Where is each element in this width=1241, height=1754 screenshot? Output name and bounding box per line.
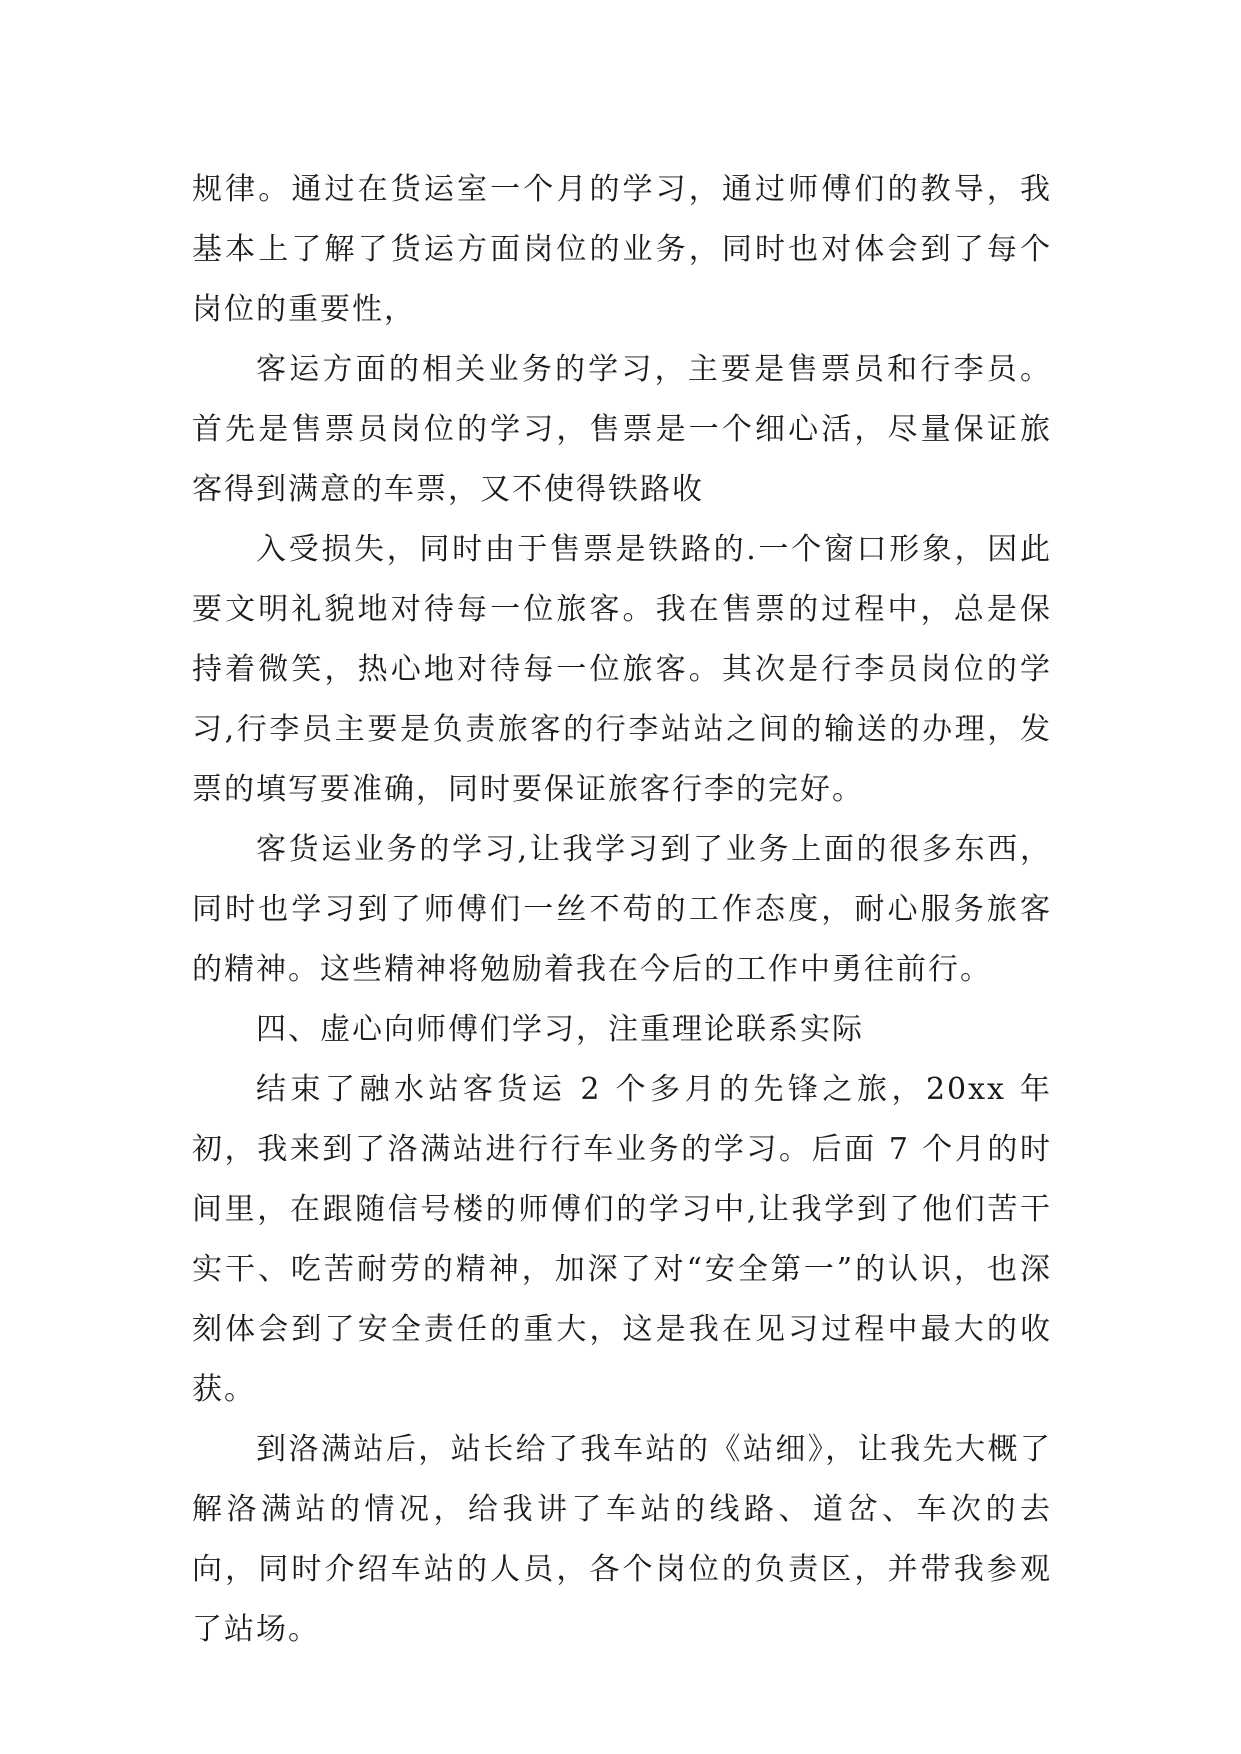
section-heading: 四、虚心向师傅们学习，注重理论联系实际 [256,1012,864,1047]
paragraph-1: 规律。通过在货运室一个月的学习，通过师傅们的教导，我基本上了解了货运方面岗位的业务，同时也对体会到了每个岗位的重要性， [192,172,1052,327]
paragraph-4: 客货运业务的学习,让我学习到了业务上面的很多东西，同时也学习到了师傅们一丝不苟的工作态度，耐心服务旅客的精神。这些精神将勉励着我在今后的工作中勇往前行。 [192,832,1052,987]
paragraph-2: 客运方面的相关业务的学习，主要是售票员和行李员。首先是售票员岗位的学习，售票是一个细心活，尽量保证旅客得到满意的车票，又不使得铁路收 [192,352,1052,507]
paragraph-6: 结束了融水站客货运 2 个多月的先锋之旅，20xx 年初，我来到了洛满站进行行车业务的学习。后面 7 个月的时间里，在跟随信号楼的师傅们的学习中,让我学到了他们苦干实干、吃苦耐劳的精神，加深了对“安全第一”的认识，也深刻体会到了安全责任的重大，这是我在见习过程中最大的收获。 [192,1072,1052,1407]
paragraph-7: 到洛满站后，站长给了我车站的《站细》，让我先大概了解洛满站的情况，给我讲了车站的线路、道岔、车次的去向，同时介绍车站的人员，各个岗位的负责区，并带我参观了站场。 [192,1432,1052,1647]
document-body [192,160,1052,1660]
paragraph-3: 入受损失，同时由于售票是铁路的.一个窗口形象，因此要文明礼貌地对待每一位旅客。我在售票的过程中，总是保持着微笑，热心地对待每一位旅客。其次是行李员岗位的学习,行李员主要是负责旅客的行李站站之间的输送的办理，发票的填写要准确，同时要保证旅客行李的完好。 [192,532,1052,807]
